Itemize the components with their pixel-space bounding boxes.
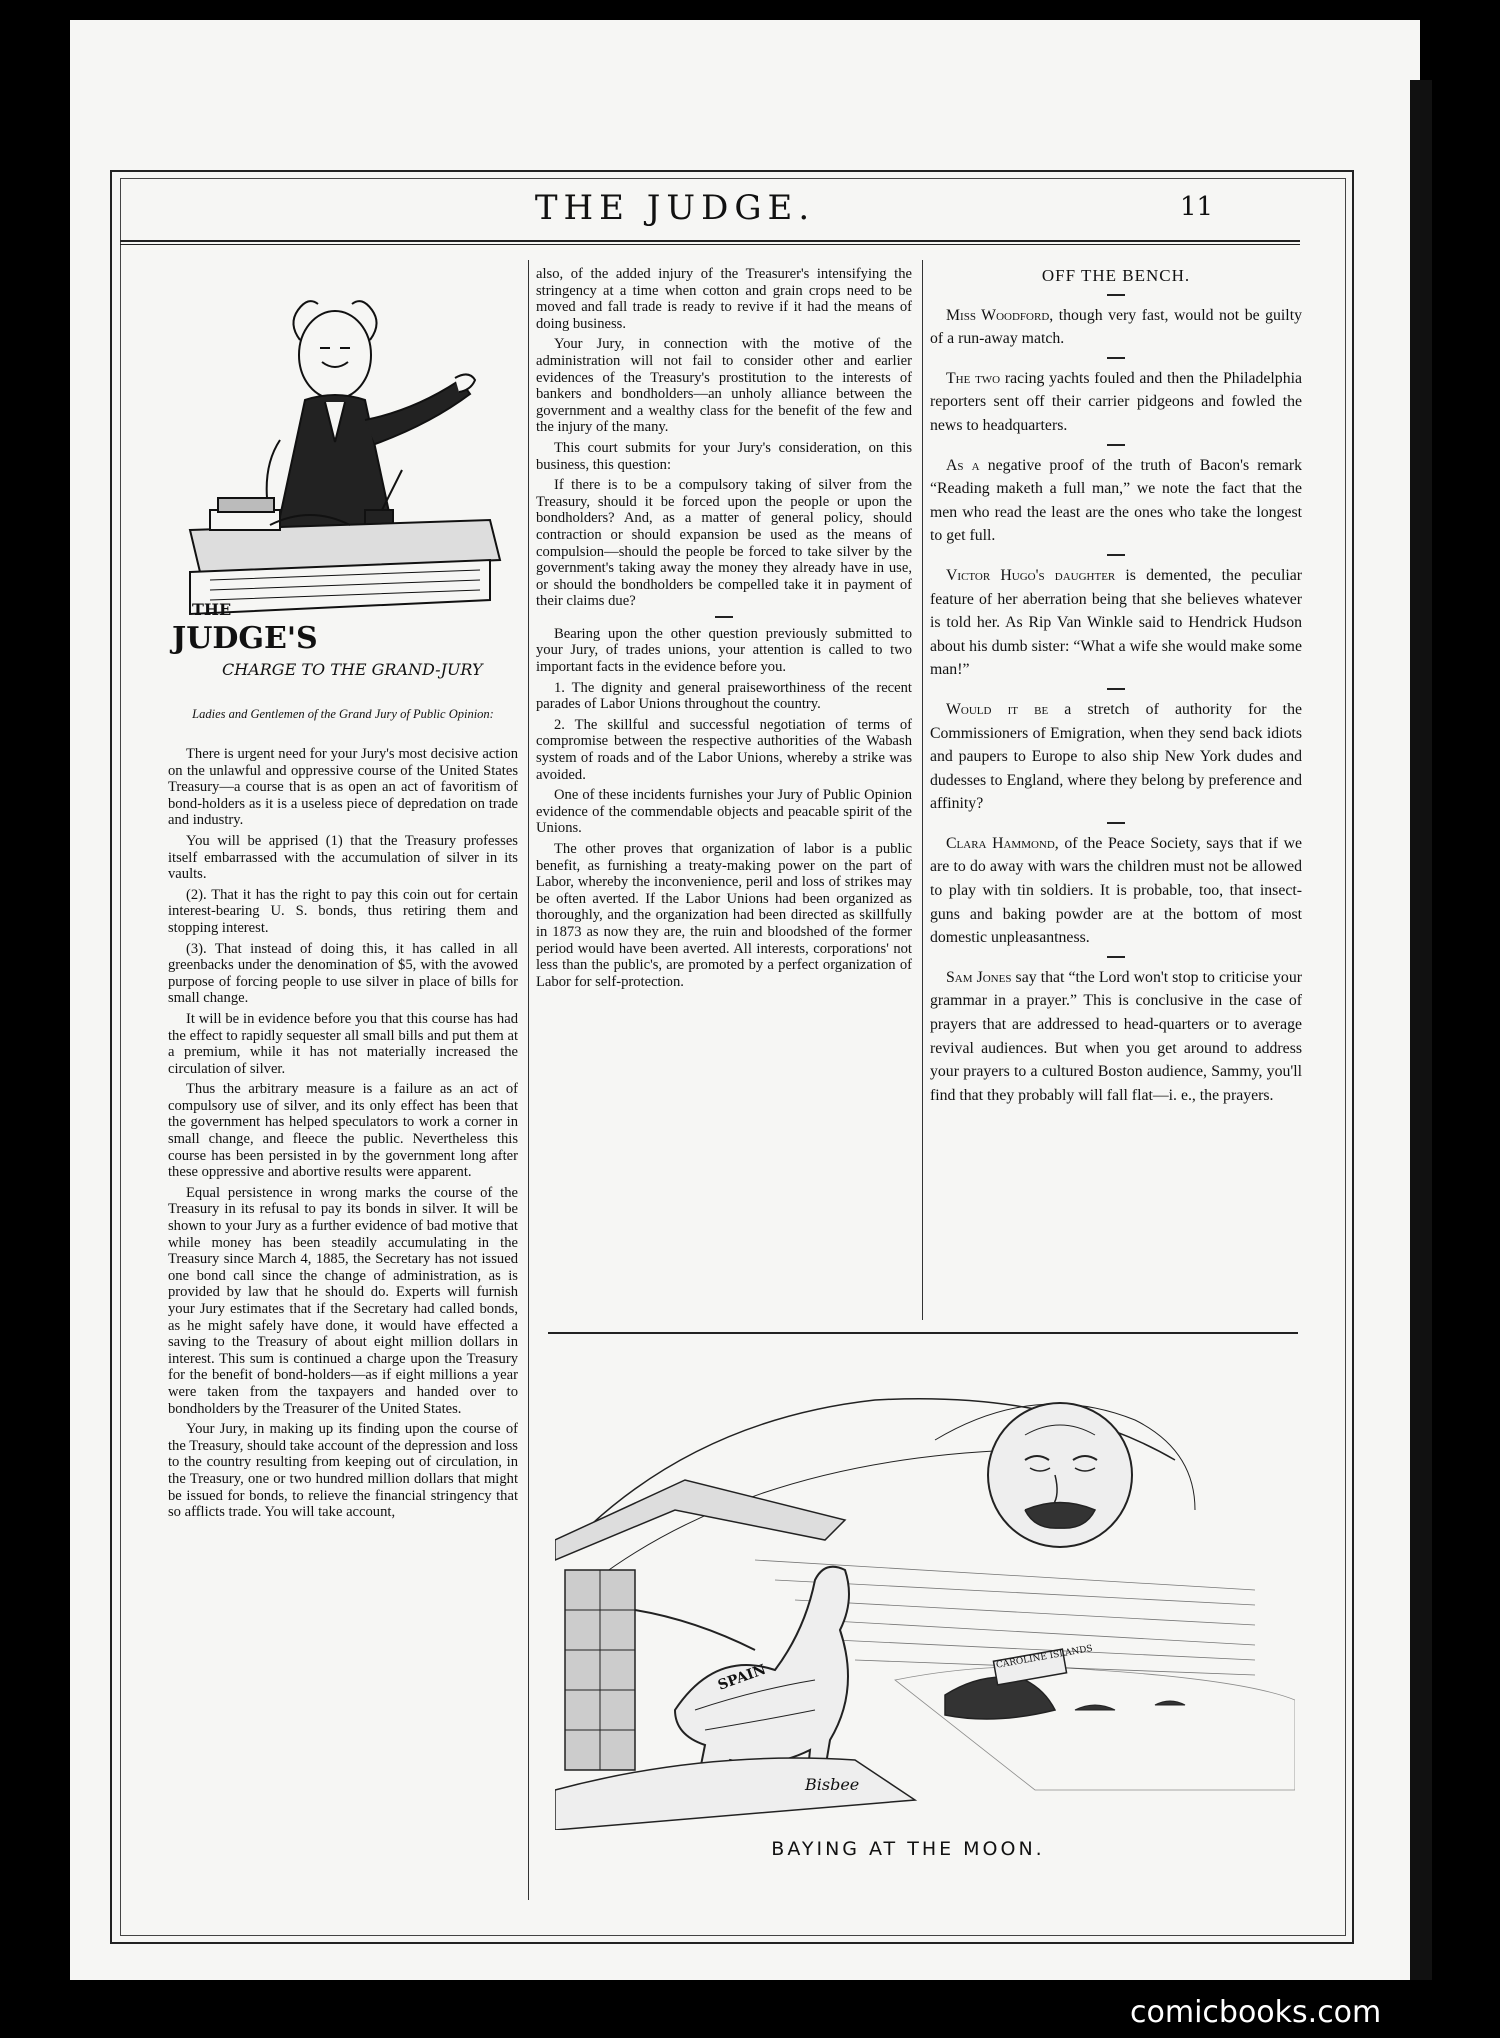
section-separator: [1107, 554, 1125, 556]
section-separator: [1107, 822, 1125, 824]
column-divider-2: [922, 260, 923, 1320]
section-separator: [1107, 444, 1125, 446]
bench-item-lead: As a: [946, 456, 980, 474]
col1-paragraph: (2). That it has the right to pay this coin out for certain interest-bearing U. S. bonds, thus retiring them and stopping interest.: [168, 886, 518, 936]
col1-paragraph: There is urgent need for your Jury's most decisive action on the unlawful and oppressive course of the United States Treasury—a course that is as open an act of favoritism of bond-holders as it is a useless piece of depredation on trade and industry.: [168, 746, 518, 829]
section-separator: [1107, 357, 1125, 359]
col1-paragraph: Thus the arbitrary measure is a failure as an act of compulsory use of silver, and its only effect has been that the government has helped speculators to work a corner in small change, and fleece the public. Nevertheless this course has been persisted in by the government long after these oppressive and abortive results were apparent.: [168, 1081, 518, 1181]
cartoon-top-rule: [548, 1332, 1298, 1334]
col1-paragraph: You will be apprised (1) that the Treasury professes itself embarrassed with the accumulation of silver in its vaults.: [168, 832, 518, 883]
bench-item-text: a stretch of authority for the Commissioners of Emigration, when they send back idiots and paupers to Europe to also ship New York dudes and dudesses to England, where they belong by preference and affinity?: [930, 700, 1302, 813]
bench-item-text: is demented, the peculiar feature of her aberration being that she believes whatever is told her. As Rip Van Winkle said to Hendrick Hudson about his dumb sister: “What a wife she would make some man!”: [930, 566, 1302, 679]
baying-cartoon: [555, 1380, 1295, 1830]
dog-label: SPAIN: [715, 1661, 769, 1694]
bench-item-text: of the Peace Society, says that if we are to do away with wars the children must not be allowed to play with tin soldiers. It is probable, too, that insect-guns and baking powder are at the bottom of most domestic unpleasantness.: [930, 834, 1302, 947]
col2-paragraph: This court submits for your Jury's consideration, on this business, this question:: [536, 439, 912, 473]
off-the-bench-title: OFF THE BENCH.: [1041, 266, 1191, 285]
bench-item-lead: Would it be: [946, 700, 1049, 718]
col1-paragraph: (3). That instead of doing this, it has called in all greenbacks under the denomination of $5, with the avowed purpose of forcing people to use silver in place of bills for small change.: [168, 940, 518, 1007]
bench-item: [930, 454, 1302, 548]
col2-paragraph: 2. The skillful and successful negotiation of terms of compromise between the respective authorities of the Wabash system of roads and of the Labor Unions, whereby a strike was avoided.: [536, 716, 912, 783]
section-separator: [1107, 294, 1125, 296]
header-rule-thin: [120, 244, 1300, 245]
judge-label-judges: JUDGE'S: [172, 621, 318, 656]
bench-item: [930, 832, 1302, 950]
col2-paragraph: 1. The dignity and general praiseworthiness of the recent parades of Labor Unions throughout the country.: [536, 679, 912, 713]
col2-paragraph: Bearing upon the other question previously submitted to your Jury, of trades unions, your attention is called to two important facts in the evidence before you.: [536, 625, 912, 676]
column-3: [930, 264, 1302, 1107]
bench-item-lead: Clara Hammond,: [946, 834, 1059, 852]
col2-paragraph: The other proves that organization of labor is a public benefit, as furnishing a treaty-making power on the part of Labor, whereby the inconvenience, peril and loss of strikes may be often averted. If the Labor Unions had been organized as thoroughly, and the organization had been directed as skillfully in 1873 as now they are, the ruin and bloodshed of the former period would have been averted. All interests, corporations' not less than the public's, are promoted by a perfect organization of Labor for self-protection.: [536, 841, 912, 990]
col2-paragraph: One of these incidents furnishes your Jury of Public Opinion evidence of the commendable objects and peacable spirit of the Unions.: [536, 787, 912, 837]
judge-illustration: [150, 270, 510, 685]
col1-paragraph: It will be in evidence before you that this course has had the effect to rapidly sequester all small bills and put them at a premium, while it has not materially increased the circulation of silver.: [168, 1010, 518, 1077]
column-2: [536, 266, 912, 994]
section-separator: [715, 616, 733, 618]
bench-item: [930, 304, 1302, 351]
col1-paragraph: Equal persistence in wrong marks the course of the Treasury in its refusal to pay its bonds in silver. It will be shown to your Jury as a further evidence of bad motive that while money has been steadily accumulating in the Treasury since March 4, 1885, the Secretary has not issued one bond call since the change of administration, as is provided by law that he should do. Experts will furnish your Jury estimates that if the Secretary had called bonds, as he might safely have done, it would have effected a saving to the Treasury of about eight million dollars in interest. This sum is continued a charge upon the Treasury for the benefit of bond-holders—as if eight millions a year were taken from the taxpayers and handed over to bondholders by the Treasurer of the United States.: [168, 1184, 518, 1417]
cartoon-caption: BAYING AT THE MOON.: [771, 1838, 1045, 1860]
artist-signature: Bisbee: [805, 1775, 860, 1794]
judge-label-the: THE: [192, 600, 232, 619]
bench-item-lead: Miss Woodford,: [946, 306, 1054, 324]
judge-label-charge: CHARGE TO THE GRAND-JURY: [222, 660, 483, 679]
column-1: [168, 700, 518, 1525]
bench-item: [930, 367, 1302, 438]
binding-edge: [1410, 80, 1432, 1980]
bench-item: [930, 966, 1302, 1108]
bench-item-text: though very fast, would not be guilty of a run-away match.: [930, 306, 1302, 348]
masthead-title: THE JUDGE.: [534, 188, 816, 228]
col2-paragraph: Your Jury, in connection with the motive of the administration will not fail to consider other and earlier evidences of the Treasury's prostitution to the interests of bankers and bondholders—an unholy alliance between the government and a wealthy class for the benefit of the few and the injury of the many.: [536, 336, 912, 436]
section-separator: [1107, 956, 1125, 958]
column-divider-1: [528, 260, 529, 1900]
bench-item: [930, 564, 1302, 682]
bench-item-lead: Victor Hugo's daughter: [946, 566, 1116, 584]
col2-paragraph: If there is to be a compulsory taking of silver from the Treasury, should it be forced upon the people or upon the bondholders? And, as a matter of general policy, should contraction or should expansion be used as the means of compulsion—should the people be forced to take silver by the government's taking away the money they already have in use, or should the bondholders be compelled take it in payment of their claims due?: [536, 477, 912, 610]
island-label: CAROLINE ISLANDS: [995, 1643, 1094, 1671]
page-number: 11: [1180, 192, 1214, 222]
bench-item-lead: The two: [946, 369, 1001, 387]
col1-paragraph: Your Jury, in making up its finding upon the course of the Treasury, should take account of the depression and loss to the country resulting from keeping out of circulation, in the Treasury, one or two hundred million dollars that might be issued for bonds, to relieve the financial stringency that so afflicts trade. You will take account,: [168, 1421, 518, 1521]
bench-item: [930, 698, 1302, 816]
section-separator: [1107, 688, 1125, 690]
bench-item-text: say that “the Lord won't stop to criticise your grammar in a prayer.” This is conclusive in the case of prayers that are addressed to head-quarters or to average revival audiences. But when you get around to address your prayers to a cultured Boston audience, Sammy, you'll find that they probably will fall flat—i. e., the prayers.: [930, 968, 1302, 1104]
col2-paragraph: also, of the added injury of the Treasurer's intensifying the stringency at a time when cotton and grain crops need to be moved and fall trade is ready to revive if it had the means of doing business.: [536, 266, 912, 332]
bench-item-text: negative proof of the truth of Bacon's remark “Reading maketh a full man,” we note the fact that the men who read the least are the ones who take the longest to get full.: [930, 456, 1303, 545]
site-watermark: comicbooks.com: [1130, 1995, 1382, 2030]
bench-item-text: racing yachts fouled and then the Philadelphia reporters sent off their carrier pidgeons and fowled the news to headquarters.: [930, 369, 1302, 434]
salutation: Ladies and Gentlemen of the Grand Jury of Public Opinion:: [192, 707, 494, 721]
header-rule: [120, 240, 1300, 242]
bench-item-lead: Sam Jones: [946, 968, 1012, 986]
